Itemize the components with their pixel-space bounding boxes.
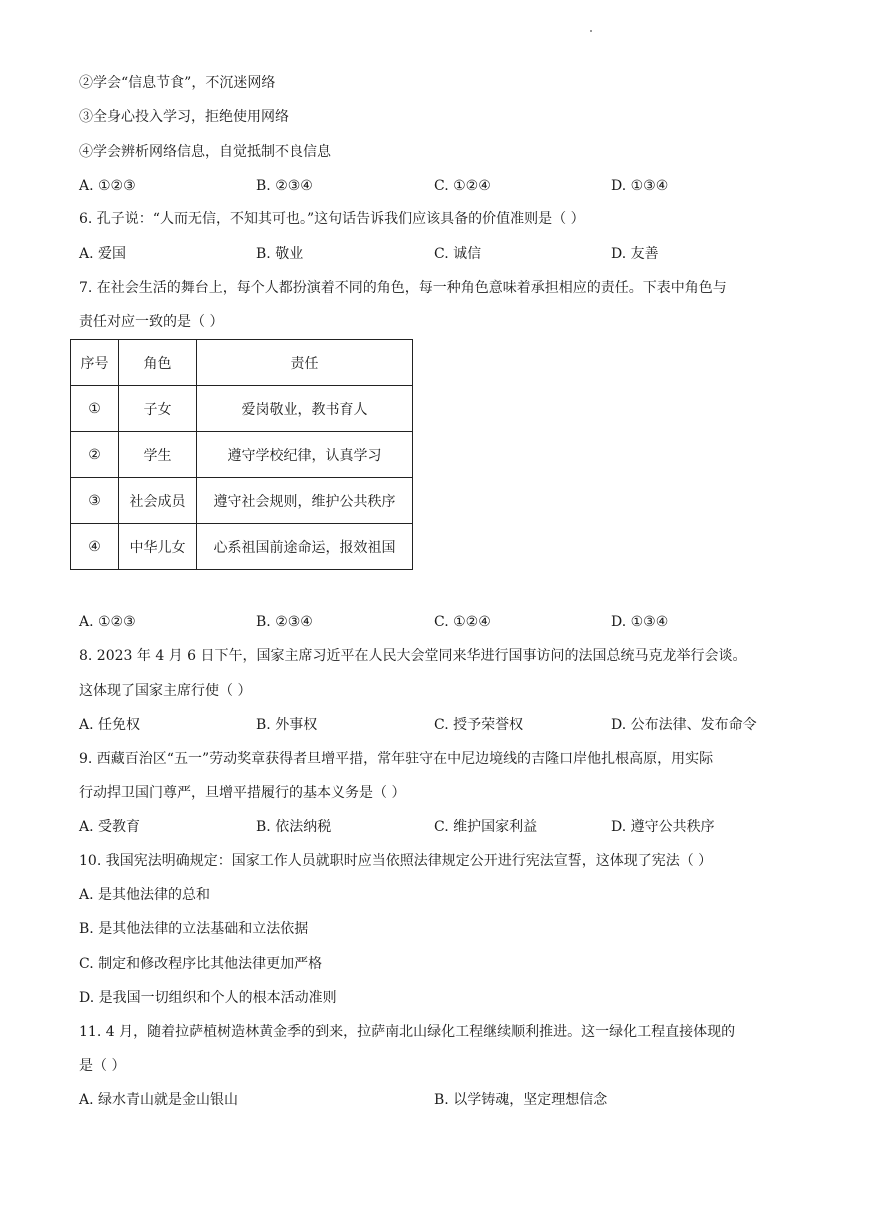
q6-option-a: A. 爱国 [79,246,127,262]
q7-stem-line-1: 7. 在社会生活的舞台上，每个人都扮演着不同的角色，每一种角色意味着承担相应的责任。下表中角色与 [79,280,727,296]
q5-option-a: A. ①②③ [79,178,136,194]
q7-option-d: D. ①③④ [611,614,669,630]
table-cell: 子女 [119,386,197,432]
table-row [71,478,413,524]
role-responsibility-table [70,339,413,570]
table-header-cell: 责任 [197,340,413,386]
q8-option-b: B. 外事权 [256,717,318,733]
table-cell: ③ [71,478,119,524]
q5-statement-4: ④学会辨析网络信息，自觉抵制不良信息 [79,144,331,160]
q9-stem-line-2: 行动捍卫国门尊严，旦增平措履行的基本义务是（ ） [79,785,406,801]
table-cell: ② [71,432,119,478]
q5-option-c: C. ①②④ [434,178,491,194]
q5-option-b: B. ②③④ [256,178,313,194]
q10-option-d: D. 是我国一切组织和个人的根本活动准则 [79,990,337,1006]
table-cell: 遵守学校纪律，认真学习 [197,432,413,478]
q6-option-c: C. 诚信 [434,246,482,262]
q10-option-b: B. 是其他法律的立法基础和立法依据 [79,921,309,937]
q7-option-a: A. ①②③ [79,614,136,630]
q8-stem-line-1: 8. 2023 年 4 月 6 日下午，国家主席习近平在人民大会堂同来华进行国事访问的法国总统马克龙举行会谈。 [79,648,747,664]
table-row [71,432,413,478]
q11-option-b: B. 以学铸魂，坚定理想信念 [434,1092,608,1108]
table-header-cell: 角色 [119,340,197,386]
table-cell: 学生 [119,432,197,478]
q10-stem: 10. 我国宪法明确规定：国家工作人员就职时应当依照法律规定公开进行宪法宣誓，这体现了宪法（ ） [79,853,713,869]
q7-option-b: B. ②③④ [256,614,313,630]
q9-option-a: A. 受教育 [79,819,141,835]
q9-option-d: D. 遵守公共秩序 [611,819,715,835]
q5-statement-3: ③全身心投入学习，拒绝使用网络 [79,109,289,125]
table-cell: 中华儿女 [119,524,197,570]
q9-option-c: C. 维护国家利益 [434,819,538,835]
q8-stem-line-2: 这体现了国家主席行使（ ） [79,683,252,699]
q6-option-d: D. 友善 [611,246,659,262]
q5-statement-2: ②学会“信息节食”，不沉迷网络 [79,75,276,91]
table-cell: 遵守社会规则，维护公共秩序 [197,478,413,524]
q9-option-b: B. 依法纳税 [256,819,332,835]
table-cell: 爱岗敬业，教书育人 [197,386,413,432]
q11-stem-line-1: 11. 4 月，随着拉萨植树造林黄金季的到来，拉萨南北山绿化工程继续顺利推进。这一绿化工程直接体现的 [79,1024,736,1040]
table-header-row [71,340,413,386]
q11-stem-line-2: 是（ ） [79,1058,126,1074]
q8-option-a: A. 任免权 [79,717,141,733]
q8-option-c: C. 授予荣誉权 [434,717,524,733]
q5-option-d: D. ①③④ [611,178,669,194]
q10-option-a: A. 是其他法律的总和 [79,887,211,903]
q8-option-d: D. 公布法律、发布命令 [611,717,757,733]
q6-stem: 6. 孔子说：“人而无信，不知其可也。”这句话告诉我们应该具备的价值准则是（ ） [79,211,585,227]
q10-option-c: C. 制定和修改程序比其他法律更加严格 [79,956,323,972]
table-cell: 心系祖国前途命运，报效祖国 [197,524,413,570]
table-cell: 社会成员 [119,478,197,524]
table-cell: ④ [71,524,119,570]
header-dot [590,30,592,32]
q6-option-b: B. 敬业 [256,246,304,262]
table-cell: ① [71,386,119,432]
q7-option-c: C. ①②④ [434,614,491,630]
table-header-cell: 序号 [71,340,119,386]
table-row [71,524,413,570]
q9-stem-line-1: 9. 西藏百治区“五一”劳动奖章获得者旦增平措，常年驻守在中尼边境线的吉隆口岸他扎根高原，用实际 [79,751,714,767]
table-row [71,386,413,432]
q7-stem-line-2: 责任对应一致的是（ ） [79,314,224,330]
q11-option-a: A. 绿水青山就是金山银山 [79,1092,239,1108]
